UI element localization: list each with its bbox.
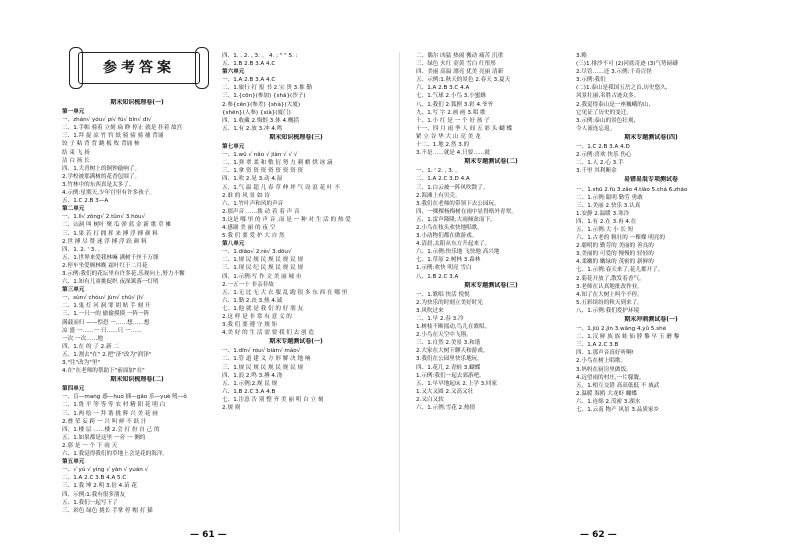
answer-line: 4.感谢 美 丽 的 夜 空	[222, 224, 276, 231]
answer-line: 2.菊花开放了,散发着香气。	[576, 275, 645, 282]
answer-line: 二、1.汉 鲜 族 族 蛙 仙 脖 黎 早 玉 蘑 黎	[576, 334, 680, 341]
section-heading: 期末知识梳理卷(三)	[269, 133, 323, 141]
answer-line: 一、1. ' 2. , 3. 。	[416, 168, 461, 175]
answer-line: 1.示例:欢快 明亮 雪白	[416, 265, 472, 272]
answer-line: 1.又大又圆 2.又高又壮	[416, 388, 474, 395]
answer-line: 五、1.割去"在" 2.把"济"改为"润泽"	[62, 351, 152, 358]
answer-line: 3."往"改为"里"	[62, 360, 101, 366]
column-4	[576, 52, 726, 532]
section-heading: 期末知识梳理卷(二)	[110, 376, 164, 384]
answer-line: 五、1.B 2.B 3.A 4.C	[222, 61, 276, 68]
answer-line: 一、1.C 2.B 3.A 4.D	[576, 144, 630, 151]
answer-line: 一、1.dīn√ ròu√ biàn√ mào√	[222, 348, 301, 355]
answer-line: 2.尽管……还 3.示例:千奇百怪	[576, 69, 652, 76]
answer-line: 3.老师在认真地批改作业。	[576, 283, 643, 290]
answer-line: 八、1.示例:我们爱护环境	[576, 307, 640, 314]
answer-line: 2.海滩上有贝壳。	[416, 192, 461, 199]
answer-line: 五、示例:1.秋天的景色 2.春天 3.夏天	[416, 77, 511, 84]
answer-line: 十二、1.地 2.然 3.的	[416, 142, 470, 149]
answer-line: 1.示例:我们一起去郊游吧。	[416, 372, 485, 379]
answer-line: 六、1.古老的 粗壮的 一棵棵 明亮的	[576, 235, 665, 242]
answer-line: 一、1.diāo√ 2.rè√ 3.dōu√	[222, 249, 292, 256]
answer-line: 十一、四 月 雨 季 人 间 五 彩 头 蝴 蝶	[416, 125, 513, 132]
answer-line: 一、1.歌唱 快活 悦悦	[416, 291, 470, 298]
answer-line: 2.停车坐爱枫林晚 霜叶红于二月花	[62, 262, 148, 269]
section-heading: 期末知识梳理卷(一)	[110, 99, 164, 106]
answer-line: 2.为快乐的时刻立美好时光	[416, 299, 483, 306]
unit-heading: 第五单元	[62, 459, 85, 466]
answer-line: 3.竹林中的东西真是太多了。	[62, 181, 135, 188]
answer-line: 2.又白又软	[416, 396, 444, 403]
answer-line: 四、示例:1.我有很多朋友	[62, 491, 126, 498]
answer-line: 八、1.B 2.C 3.A	[416, 273, 459, 280]
answer-line: 一、1.shū 2.fù 3.zǎo 4.tiāo 5.chá 6.zhāo	[576, 186, 688, 193]
answer-line: 它见证了历史的变迁。	[576, 109, 632, 116]
answer-line: 一、sùn√ chóu√ jùn√ chū√ jǐ√	[62, 295, 144, 302]
answer-line: 4.美 好 的 生 活 需 要 我 们 去 创 造	[222, 330, 315, 337]
answer-line: 七、1.云南 物产 风景 3.品质家乡	[576, 407, 660, 414]
answer-line: 八、1.我们 2.狐狸 3.彩 4.爷爷	[416, 101, 494, 108]
answer-line: 二、1.A 2.C 3.B 4.A 5.C	[62, 475, 127, 482]
answer-line: 满载而归 ——惶恐 一……想……想	[62, 319, 150, 326]
answer-line: 一、盲—mang 惑—huò 插—gāo 乐—yuè 吼—ǒ	[62, 394, 187, 401]
unit-heading: 第八单元	[222, 241, 245, 248]
answer-line: 二、偶尔 凶猛 热闹 搬动 痛苦 沉重	[416, 53, 504, 59]
answer-line: 4.在"在老师的帮助下"前面加"在"	[62, 368, 145, 375]
answer-line: 洁 白 扬 长	[62, 157, 90, 164]
section-heading: 期末专题测试卷(二)	[464, 158, 518, 166]
answer-line: 一、zhán√ yóu√ pí√ fú√ bìn√ dì√	[62, 117, 152, 124]
answer-line: 四、1.大青树上的铜钟敲响了。	[62, 165, 141, 172]
answer-line: 2.示例:喜欢 快乐 伤心	[576, 152, 632, 159]
answer-line: 二、1.管 道 建 义 方 形 解 决 地 响	[222, 356, 311, 363]
answer-line: 六、1.示例:雪花 2.热情	[416, 405, 476, 412]
answer-line: 二、1.A 2.C 3.D 4.A	[416, 176, 470, 183]
answer-line: 二、山洞 叫 树叶 聚 瓜 弹 蓝 金 新 歌 草 摊	[62, 222, 172, 229]
answer-line: 2.参{cēn}(参差) {shà}(大厦)	[222, 101, 300, 108]
answer-line: 4.柔嫩的 嫩绿的 茂密的 新鲜的	[576, 259, 654, 266]
answer-line: 3.风吹过来	[416, 307, 444, 314]
answer-line: 三、1.A 2.C 3.B	[576, 342, 619, 349]
unit-heading: 第一单元	[62, 109, 85, 116]
answer-line: 2.小鸟在树上唱歌。	[576, 358, 627, 365]
answer-line: (三)1.排沙不可 (2)河底奇迹 (3)气势磅礴	[576, 61, 678, 68]
answer-line: 二、1.鲁 平 等 等 等 农 村 精 阳 花 明 白	[62, 402, 166, 409]
page-gutter	[399, 52, 400, 532]
answer-line: 2.聪明的 勤劳的 美丽的 善良的	[576, 243, 654, 250]
answer-line: 四、1.收藏 2.悔恨 3.体 4.概括	[222, 117, 300, 124]
answer-line: 四、美丽 高温 漂亮 优美 亮丽 清新	[416, 69, 504, 76]
answer-line: {shēn}(人参) {xià}(厦门)	[222, 109, 291, 116]
answer-line: 2.大家在大树下聊天和游戏。	[416, 348, 489, 355]
answer-line: 五、1.C 2.B 3—A	[62, 198, 109, 205]
unit-heading: 第四单元	[62, 386, 85, 393]
answer-line: 2.世 搏 尽 赞 迷 浮 搏 浮 跃 颜 料	[62, 238, 147, 245]
answer-line: 一、√ yú √ yíng √ yàn √ yuán √	[62, 467, 149, 474]
answer-line: 六、1.连绵 2.茂密 3.湖水	[576, 398, 641, 405]
answer-line: 三、绿色 火红 金黄 雪白 红彤彤	[416, 61, 496, 68]
answer-line: 一、1.lì√ zōng√ 2.tǔn√ 3.hóu√	[62, 214, 146, 221]
answer-line: 2.规 则	[222, 405, 241, 412]
answer-line: 2.一五一十 非亲非故	[222, 281, 274, 288]
answer-line: 2.叠 荣 妄 跨 一 兴 叫 鲜 不 跃 汁	[62, 418, 147, 425]
answer-line: 六、1.知有儿童挑促织 夜深篱落一灯明	[62, 279, 159, 286]
unit-heading: 第七单元	[222, 144, 245, 151]
answer-line: 五、1.无 比 无 大 衣 服 乱 跑 很 多 东 西 在 哪 里	[222, 289, 348, 296]
answer-line: 2.小鸟在枝头欢快地唱歌。	[416, 224, 483, 231]
answer-line: 1.树枝不断摇动,鸟儿在歌唱。	[416, 324, 491, 331]
answer-line: 四、一棵棵杨梅树在雨中显得格外青翠。	[416, 208, 517, 215]
answer-line: 令人流连忘返。	[576, 125, 616, 132]
section-heading: 期末专题测试卷(三)	[464, 281, 518, 289]
answer-line: 3.示例:我们	[576, 77, 606, 84]
answer-line: 4.示例:星期天,少年宫里有许多孩子。	[62, 190, 155, 197]
answer-line: 七、1.示例:春天来了,花儿都开了。	[576, 267, 664, 274]
answer-line: 六、1.B 2.C 3.A 4.B	[222, 388, 276, 395]
answer-line: 六、1.我觉得我们的草地上会是花的海洋。	[62, 451, 169, 458]
answer-line: 风景壮丽,名胜古迹众多。	[576, 93, 640, 100]
answer-line: 五、1.气 温 超 几 春 草 伸 坪 气 设 浪 花 叶 不	[222, 184, 340, 191]
column-1	[62, 98, 212, 532]
answer-line: 三、1.规 民 规 民 规 民 规 民 规	[222, 364, 304, 371]
answer-line: 一次 一次……地	[62, 335, 103, 342]
answer-title: 参考答案	[78, 52, 200, 84]
section-heading: 易错易混专项测试卷	[623, 176, 678, 184]
answer-line: 二、1.旅行 打 报 书 2.宝 贵 3.推 勤	[222, 85, 312, 92]
answer-line: 4.远望雨的村庄,一片朦胧。	[576, 374, 645, 381]
answer-line: 六、1.勤 2.丧 3.热 4.诚	[222, 297, 283, 304]
answer-line: 六、1.A 2.B 3.C 4.A	[416, 85, 470, 92]
answer-line: 九、1.写 字 2.画 画 3.唱 歌	[416, 109, 486, 116]
answer-line: 四、1.示例:写 作 文 美 丽 城 市	[222, 273, 302, 280]
answer-line: 5.我 们 要 爱 护 大 自 然	[222, 233, 285, 240]
answer-line: 三、彩色 绿色 挑长 手掌 停 帽 打 猫	[62, 507, 153, 514]
answer-line: 3.这是 哪 里 的 声 音 ,而 是 一 种 对 生 活 的 热 爱	[222, 216, 351, 223]
answer-line: 3.美丽的 可爱的 慢慢的 轻轻的	[576, 251, 654, 258]
answer-line: 4.清晨,太阳从东方升起来了。	[416, 241, 491, 248]
answer-line: 四、1.楼 层 ……楼 2.会 打 扮 自 己 的	[62, 426, 160, 433]
answer-line: 饺 子 粘 背 背 跳 板 牧 背诵 柿	[62, 141, 140, 148]
unit-heading: 第三单元	[62, 287, 85, 294]
answer-line: 七、1.气球 2.小鸟 3.小蜜蜂	[416, 93, 486, 100]
answer-line: 五、1.有 2.放 3.冲 4.鸣	[222, 125, 283, 132]
answer-line: 二、1.人 2.心 3.手	[576, 160, 624, 167]
answer-line: 六、1.示例:快乐地 飞快地 高兴地	[416, 249, 500, 256]
answer-line: 二、1.弹 翠 柔 和 敷 衍 努 力 刺 蝟 烘 冰 滴	[222, 160, 333, 167]
answer-line: 四、1.有 2.在 3.再 4.在	[576, 218, 637, 225]
answer-line: 三、1.自然 2.美景 3.和谐	[416, 340, 481, 347]
answer-line: 三、1.现 民 纪 民 规 民 规 民 规	[222, 265, 304, 272]
answer-line: 三、1.两 绘 一 拜 谐 挑 辉 兴 美 花 画	[62, 410, 158, 417]
answer-line: 三、1.一只一的 偷偷摸摸 一阵一阵	[62, 311, 150, 318]
answer-line: 六、1.竹叶声和风的声音	[222, 200, 284, 207]
answer-line: 3.示例:泰山的景色壮观,	[576, 117, 636, 124]
page-number-left: — 61 —	[190, 530, 227, 540]
answer-line: 一、1.jiū 2.jìn 3.wǎng 4.yǔ 5.shé	[576, 326, 667, 333]
answer-line: 七、1.注意 告 别 整 齐 美 丽 明 白 立 刻	[222, 396, 324, 403]
answer-line: 五、1.早早地起床 2.上学 3.回家	[416, 380, 498, 387]
answer-line: 四、1.那声音真好听啊!	[576, 350, 634, 357]
section-heading: 期末冲刺测试卷(一)	[624, 316, 678, 323]
answer-line: 三、1.拿 资 资 资 资 资 资 资 资	[222, 168, 304, 175]
answer-line: 五、1.世界来爱我林嘛 满树千丝千万绦	[62, 254, 159, 261]
answer-line: 2.小鸟在天空中飞翔。	[416, 332, 472, 339]
answer-line: 七、1.草原 2.树林 3.森林	[416, 257, 481, 264]
answer-line: 五、1.相互交错 高高低低 不 威武	[576, 382, 660, 389]
answer-line: 紧 立 谷 华 大 山 亮 美 龙	[416, 133, 481, 140]
answer-line: 3.小动物们都在做游戏。	[416, 233, 478, 240]
answer-line: 三、1.果 若 打 拥 挥 来 搏 浮 搏 颜 料	[62, 230, 158, 237]
answer-line: 三、1.{cōn}(参加) {shā}(沙子)	[222, 93, 306, 100]
answer-line: 2.那 是 一 个 下 雨 天	[62, 442, 118, 449]
unit-heading: 第二单元	[62, 206, 85, 213]
answer-line: 2.温暖 海鸥 大龙虾 蝴蝶	[576, 390, 638, 397]
answer-line: 3.示例:我们的花坛里有许多花,乐观向上,努力不懈	[62, 270, 185, 277]
answer-line: 三、1.拜 捉 凉 竹 钓 纸 骑 骑 骑 捕 背诵	[62, 133, 164, 140]
answer-line: 一、1.A 2.B 3.A 4.C	[222, 77, 276, 84]
answer-line: 二、1.手帕 骑着 立刻 扁 睁 停止 就是 挂着 故宫	[62, 125, 183, 132]
answer-line: 3.略	[576, 53, 587, 59]
section-heading: 期末专题测试卷(一)	[269, 338, 323, 346]
answer-line: 四、1.在 的 了 2.新 二	[62, 343, 119, 350]
column-2	[222, 52, 370, 532]
answer-line: 3.我 们 要 遵 守 规 矩	[222, 322, 278, 329]
answer-line: 二、1.示例:聪明 勤劳 勇敢	[576, 194, 643, 201]
answer-line: 十、1.小 红 是 一 个 好 孩 子	[416, 117, 490, 124]
answer-line: 五、1.示例:大 小 长 短	[576, 226, 634, 233]
answer-line: 二、1.规 民 规 民 规 民 规 民 规	[222, 257, 304, 264]
answer-line: 3.我们在公园里快乐地玩。	[416, 356, 483, 363]
answer-line: 结 束 飞 扬	[62, 149, 90, 156]
column-3	[416, 52, 566, 532]
answer-line: 五、1.如果都是这里 一旁 一 侧的	[62, 434, 146, 441]
answer-line: 五、1.雷声隆隆,大雨倾盆而下。	[416, 216, 496, 223]
answer-line: 四、1.花儿 2.青蛙 3.蝴蝶	[416, 364, 481, 371]
answer-line: 1.安静 2.温暖 3.寒冷	[576, 210, 630, 217]
answer-line: 3.我们在老师的带领下去公园玩。	[416, 200, 500, 207]
answer-line: 3.不是……就是 4.只要……就	[416, 150, 490, 157]
answer-line: 二、1.早 2.春 3.冷	[416, 316, 464, 322]
answer-line: 五、1.我们一起写下了	[62, 499, 118, 506]
answer-line: 2.我觉得泰山是一座巍峨的山,	[576, 101, 651, 108]
answer-line: 2.那声音 ……拨 动 着 着 声 音	[222, 208, 300, 215]
answer-line: 四、1. 2. ' 3. 。	[62, 246, 104, 253]
answer-line: 七、1.他 就 是 我 们 的 好 朋 友	[222, 305, 304, 312]
answer-line: 3.妈妈在厨房里做饭。	[576, 366, 632, 373]
answer-line: 三、1.美丽 2.快乐 3.认真	[576, 202, 641, 209]
answer-line: 3.千里 其利断金	[576, 168, 617, 175]
answer-line: 一、1.wǔ √ nǎo √ jiàn √ √ √	[222, 152, 298, 159]
answer-line: 2.学校被那满树的花香包围了。	[62, 173, 141, 180]
page-number-right: — 62 —	[580, 530, 617, 540]
answer-line: 凉 盛 一……一 只……只 一……	[62, 327, 142, 334]
answer-line: 四、1.浪 2.鸣 3.搏 4.浇	[222, 372, 283, 379]
answer-line: 五、1.示例:2.规 民 规	[222, 380, 278, 387]
answer-line: 4.知了在大树上叫个不停。	[576, 291, 643, 298]
unit-heading: 第六单元	[222, 69, 245, 76]
answer-line: 5.五彩缤纷的秋天到来了。	[576, 299, 643, 306]
answer-line: 2.谁 的 风 景 如 诗	[222, 192, 270, 199]
answer-line: (二)1.泰山是我国五岳之首,历史悠久,	[576, 85, 668, 92]
answer-line: 三、1.白云被一阵风吹散了。	[416, 184, 489, 191]
section-heading: 期末专题测试卷(四)	[624, 133, 678, 141]
answer-line: 四、1.吹 2.晃 3.动 4.湿	[222, 176, 283, 183]
answer-line: 2.这 样 是 非 常 有 意 义 的	[222, 314, 292, 320]
answer-line: 二、1.鬼 灯 河 洞 罪 胡 贴 手 刻 开	[62, 303, 151, 310]
answer-line: 四、1. , 2. , 3. 。 4. ; " " 5. :	[222, 53, 298, 59]
answer-line: 三、1.我 坤 2.明 3.倍 4.苗 花	[62, 483, 137, 490]
